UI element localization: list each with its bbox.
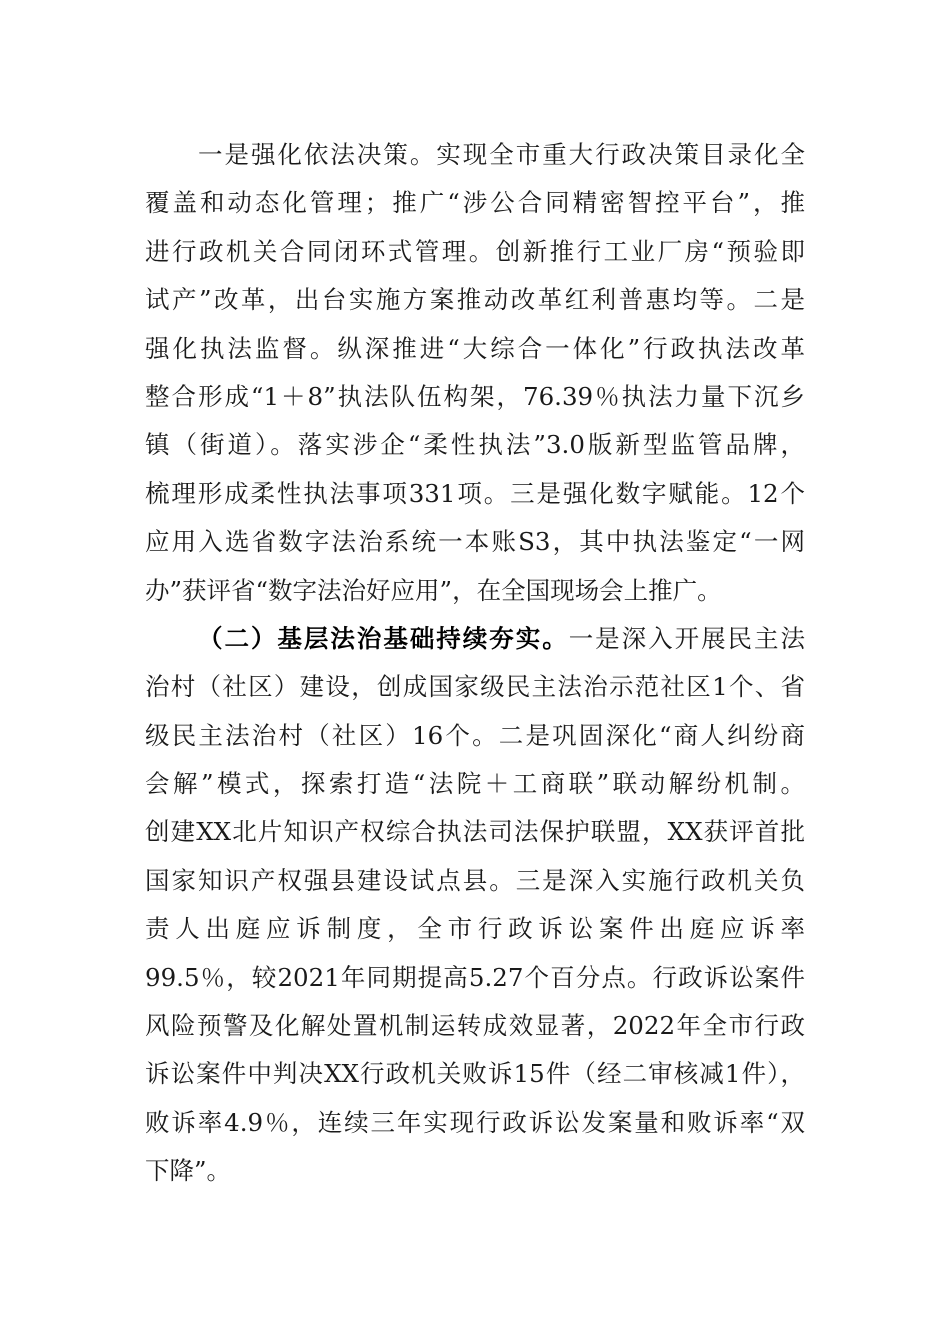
paragraph-line: 强化执法监督。纵深推进“大综合一体化”行政执法改革 xyxy=(145,333,805,363)
paragraph-line: 风险预警及化解处置机制运转成效显著，2022年全市行政 xyxy=(145,1011,805,1041)
paragraph-line: 诉讼案件中判决XX行政机关败诉15件（经二审核减1件）， xyxy=(145,1059,805,1089)
paragraph-line: 办”获评省“数字法治好应用”，在全国现场会上推广。 xyxy=(145,575,722,605)
paragraph-grassroots-rule-of-law xyxy=(145,615,805,1196)
paragraph-line: 覆盖和动态化管理；推广“涉公合同精密智控平台”，推 xyxy=(145,188,805,218)
paragraph-line: 镇（街道）。落实涉企“柔性执法”3.0版新型监管品牌， xyxy=(145,430,805,460)
paragraph-rule-of-law-government xyxy=(145,131,805,615)
paragraph-line: 一是强化依法决策。实现全市重大行政决策目录化全 xyxy=(198,140,805,169)
paragraph-line: 整合形成“1＋8”执法队伍构架，76.39％执法力量下沉乡 xyxy=(145,381,805,411)
paragraph-line: 进行政机关合同闭环式管理。创新推行工业厂房“预验即 xyxy=(145,236,805,266)
paragraph-line: 下降”。 xyxy=(145,1156,232,1186)
paragraph-line: 试产”改革，出台实施方案推动改革红利普惠均等。二是 xyxy=(145,285,805,315)
paragraph-line: 级民主法治村（社区）16个。二是巩固深化“商人纠纷商 xyxy=(145,720,805,750)
paragraph-line: 国家知识产权强县建设试点县。三是深入实施行政机关负 xyxy=(145,865,805,895)
document-body xyxy=(145,131,805,1196)
paragraph-line: 责人出庭应诉制度，全市行政诉讼案件出庭应诉率 xyxy=(145,914,805,944)
heading-continuation: 一是深入开展民主法 xyxy=(568,623,806,653)
paragraph-line: 治村（社区）建设，创成国家级民主法治示范社区1个、省 xyxy=(145,672,805,702)
paragraph-line: 99.5％，较2021年同期提高5.27个百分点。行政诉讼案件 xyxy=(145,962,805,992)
paragraph-line: 创建XX北片知识产权综合执法司法保护联盟，XX获评首批 xyxy=(145,817,805,847)
paragraph-line: 会解”模式，探索打造“法院＋工商联”联动解纷机制。 xyxy=(145,769,805,799)
paragraph-first-line xyxy=(145,615,805,663)
paragraph-line: 应用入选省数字法治系统一本账S3，其中执法鉴定“一网 xyxy=(145,527,805,557)
section-heading: （二）基层法治基础持续夯实。 xyxy=(198,623,569,653)
paragraph-line: 败诉率4.9％，连续三年实现行政诉讼发案量和败诉率“双 xyxy=(145,1107,805,1137)
paragraph-line: 梳理形成柔性执法事项331项。三是强化数字赋能。12个 xyxy=(145,478,805,508)
